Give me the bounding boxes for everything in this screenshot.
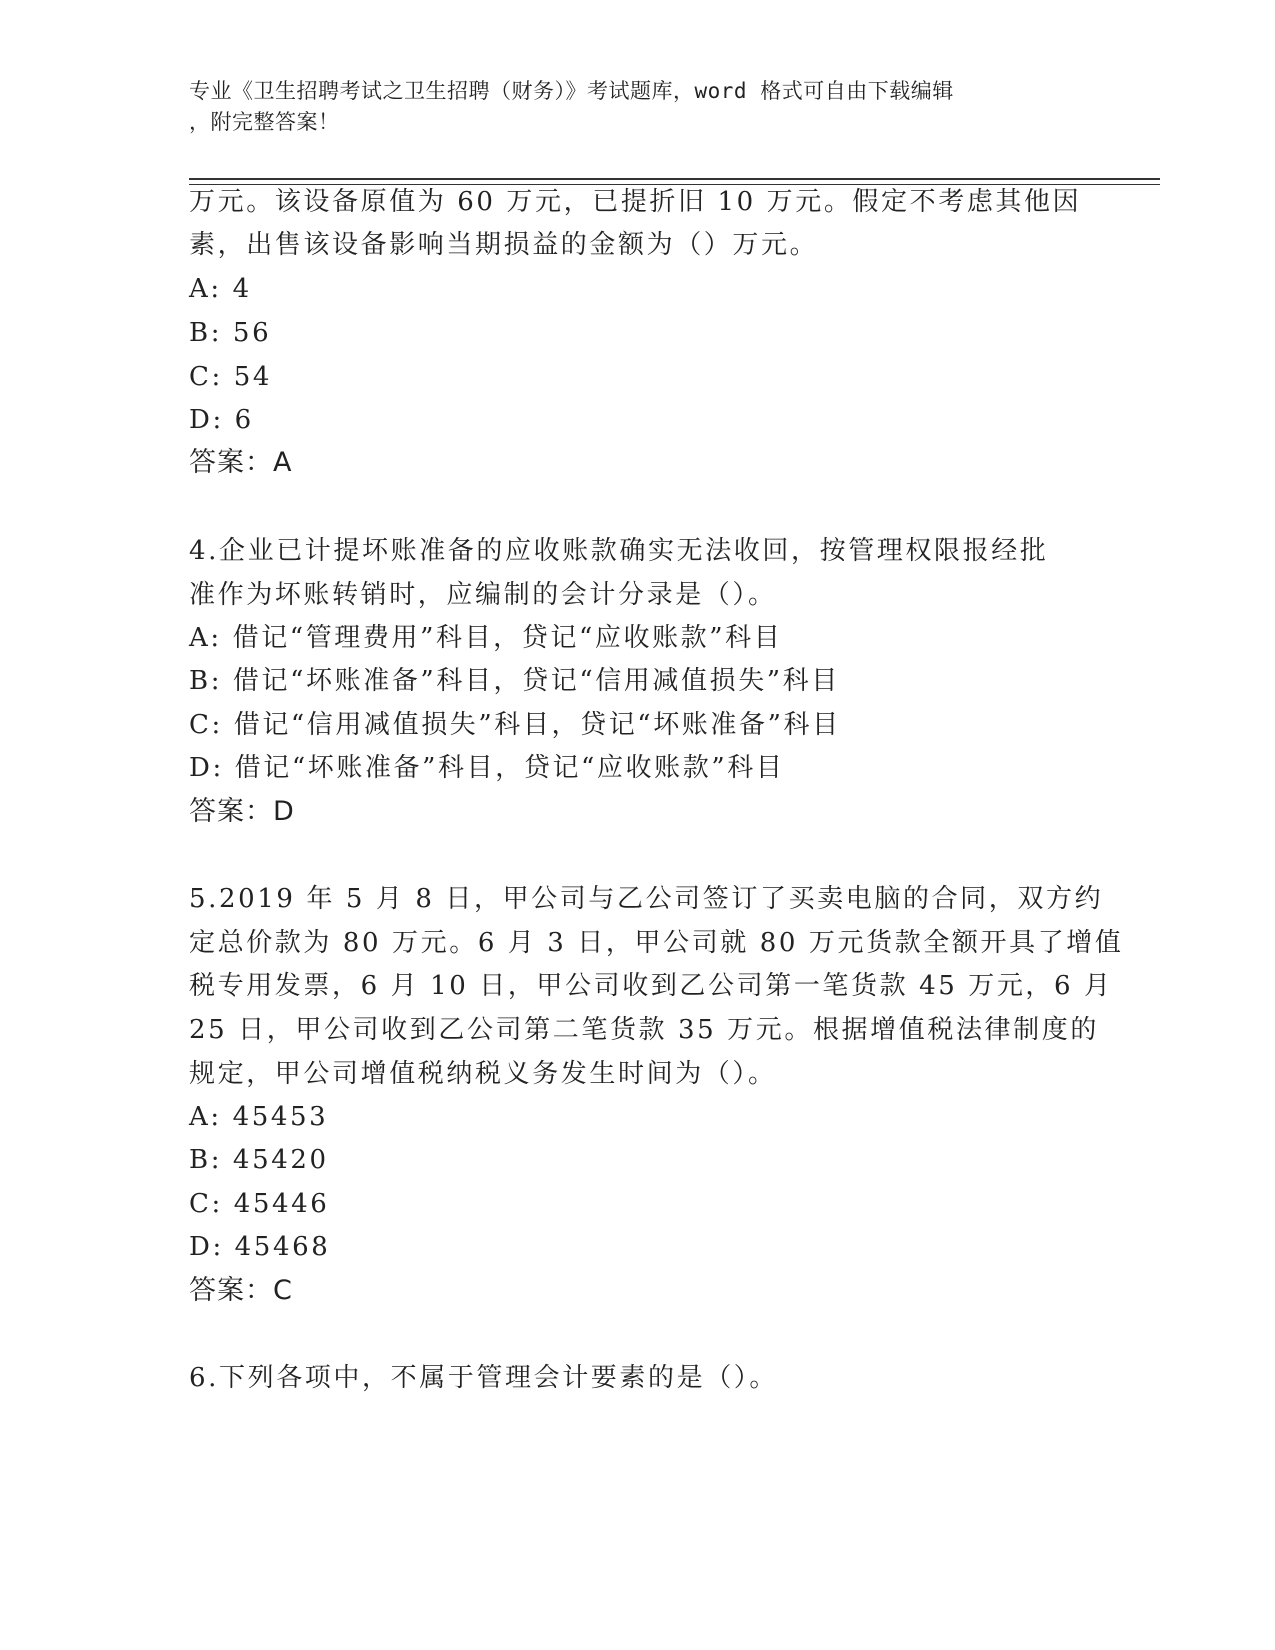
question-3-option-b: B: 56 (189, 318, 272, 348)
question-5-stem-line-5: 规定，甲公司增值税纳税义务发生时间为（）。 (189, 1059, 777, 1089)
question-3-option-a: A: 4 (189, 274, 252, 304)
header-line-2: ，附完整答案！ (189, 110, 340, 134)
question-5-stem-line-2: 定总价款为 80 万元。6 月 3 日，甲公司就 80 万元货款全额开具了增值 (189, 928, 1124, 958)
question-5-option-d: D: 45468 (189, 1232, 331, 1262)
question-5-option-c: C: 45446 (189, 1189, 330, 1219)
question-5-answer: 答案：C (189, 1275, 293, 1306)
question-3-option-c: C: 54 (189, 362, 273, 392)
question-5-stem-line-4: 25 日，甲公司收到乙公司第二笔货款 35 万元。根据增值税法律制度的 (189, 1015, 1099, 1045)
question-4-option-d: D: 借记“坏账准备”科目，贷记“应收账款”科目 (189, 753, 785, 783)
question-5-option-b: B: 45420 (189, 1145, 329, 1175)
question-6-stem-line-1: 6.下列各项中，不属于管理会计要素的是（）。 (189, 1363, 779, 1393)
question-5-stem-line-1: 5.2019 年 5 月 8 日，甲公司与乙公司签订了买卖电脑的合同，双方约 (189, 884, 1104, 914)
question-3-option-d: D: 6 (189, 405, 254, 435)
question-4-option-a: A: 借记“管理费用”科目，贷记“应收账款”科目 (189, 623, 783, 653)
question-4-answer: 答案：D (189, 796, 295, 827)
question-4-stem-line-1: 4.企业已计提坏账准备的应收账款确实无法收回，按管理权限报经批 (189, 536, 1049, 566)
question-3-stem-line-1: 万元。该设备原值为 60 万元，已提折旧 10 万元。假定不考虑其他因 (189, 187, 1082, 217)
question-5-option-a: A: 45453 (189, 1102, 329, 1132)
header-divider (189, 178, 1160, 185)
question-4-option-b: B: 借记“坏账准备”科目，贷记“信用减值损失”科目 (189, 666, 840, 696)
question-3-answer: 答案：A (189, 447, 293, 478)
question-5-stem-line-3: 税专用发票，6 月 10 日，甲公司收到乙公司第一笔货款 45 万元，6 月 (189, 971, 1113, 1001)
question-3-stem-line-2: 素，出售该设备影响当期损益的金额为（）万元。 (189, 230, 819, 260)
header-line-1: 专业《卫生招聘考试之卫生招聘（财务）》考试题库，word 格式可自由下载编辑 (189, 79, 954, 103)
question-4-stem-line-2: 准作为坏账转销时，应编制的会计分录是（）。 (189, 580, 777, 610)
question-4-option-c: C: 借记“信用减值损失”科目，贷记“坏账准备”科目 (189, 710, 841, 740)
document-header (189, 76, 1069, 138)
